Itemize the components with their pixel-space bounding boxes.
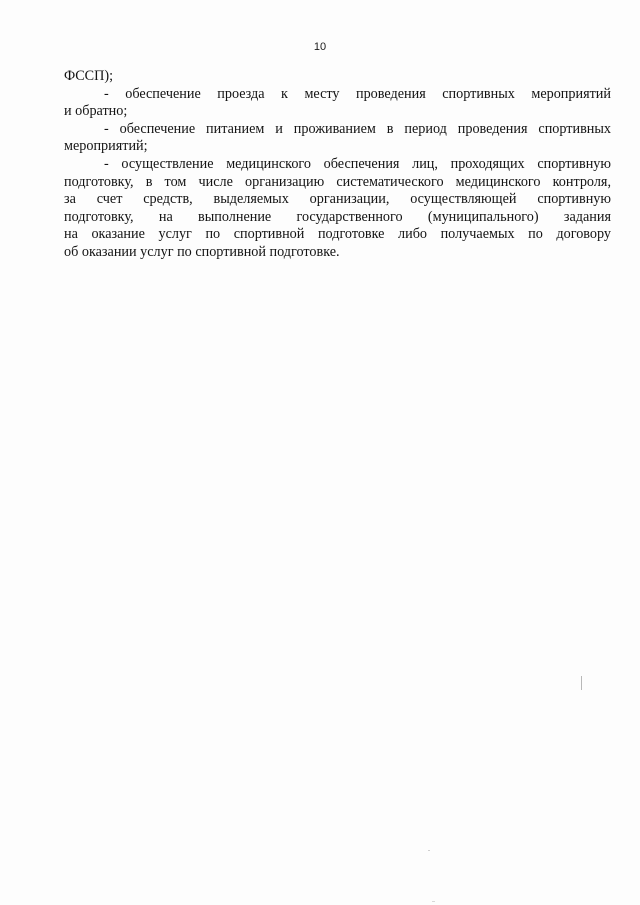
- text-line: мероприятий;: [64, 138, 148, 155]
- list-item-medical: [64, 156, 611, 262]
- text-line: - осуществление медицинского обеспечения лиц, проходящих спортивную: [104, 155, 611, 172]
- text-line: на оказание услуг по спортивной подготовке либо получаемых по договору: [64, 226, 611, 243]
- scan-artifact: [581, 676, 582, 690]
- paragraph-continuation: [64, 68, 611, 86]
- text-line: - обеспечение питанием и проживанием в период проведения спортивных: [104, 120, 611, 137]
- scan-artifact: [428, 850, 430, 851]
- document-body: [64, 68, 611, 262]
- scan-artifact: [432, 901, 435, 902]
- text-line: и обратно;: [64, 103, 128, 120]
- text-line: за счет средств, выделяемых организации, осуществляющей спортивную: [64, 191, 611, 208]
- text-line: подготовку, в том числе организацию систематического медицинского контроля,: [64, 173, 611, 190]
- text-line: ФССП);: [64, 68, 114, 84]
- text-line: подготовку, на выполнение государственного (муниципального) задания: [64, 208, 611, 225]
- text-line: об оказании услуг по спортивной подготовке.: [64, 243, 340, 260]
- list-item-meals-accommodation: [64, 121, 611, 156]
- list-item-travel: [64, 86, 611, 121]
- text-line: - обеспечение проезда к месту проведения спортивных мероприятий: [104, 85, 611, 102]
- page-number: 10: [313, 41, 327, 53]
